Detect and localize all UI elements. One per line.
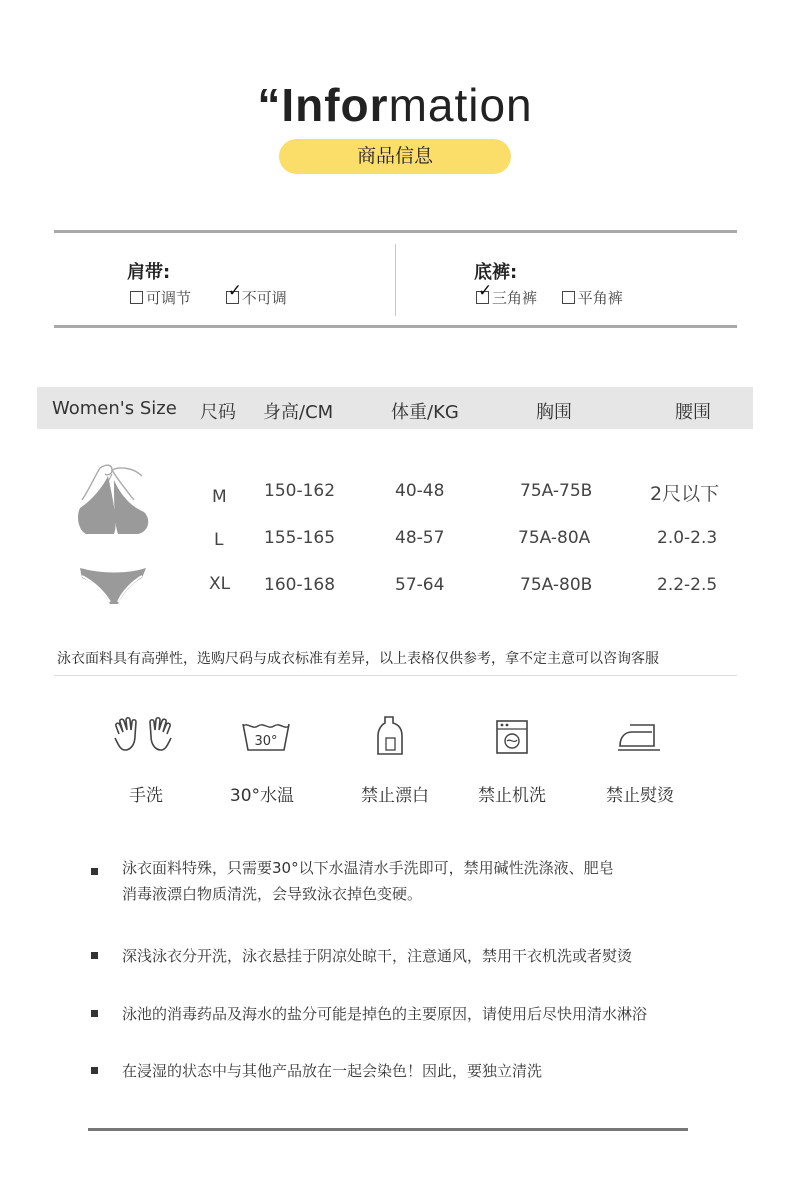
options-center-divider (395, 244, 396, 316)
checkbox-empty-icon (562, 291, 575, 304)
care-tip-1 (122, 855, 614, 907)
care-tip-2: 深浅泳衣分开洗，泳衣悬挂于阴凉处晾干，注意通风，禁用干衣机洗或者熨烫 (122, 947, 633, 965)
care-tip-1-line-2: 消毒液漂白物质清洗，会导致泳衣掉色变硬。 (122, 885, 423, 903)
row-m-size: M (212, 487, 227, 507)
bullet-icon (91, 1010, 98, 1017)
care-label-no-machine-wash: 禁止机洗 (478, 786, 546, 806)
care-tip-3: 泳池的消毒药品及海水的盐分可能是掉色的主要原因，请使用后尽快用清水淋浴 (122, 1005, 648, 1023)
footer-divider (88, 1128, 688, 1131)
note-divider (54, 675, 737, 676)
title-quote-mark: “ (257, 79, 282, 131)
row-xl-height: 160-168 (264, 575, 336, 595)
bottom-type-title: 底裤: (474, 262, 518, 283)
bullet-icon (91, 868, 98, 875)
title-light: mation (388, 79, 533, 131)
row-l-bust: 75A-80A (518, 528, 591, 548)
check-mark-icon: ✓ (227, 281, 243, 301)
row-m-height: 150-162 (264, 481, 336, 501)
wash-temp-badge: 30° (254, 734, 278, 749)
row-l-height: 155-165 (264, 528, 336, 548)
no-iron-icon (616, 720, 662, 754)
row-l-size: L (214, 530, 224, 550)
hand-wash-icon (113, 716, 173, 756)
bullet-icon (91, 1067, 98, 1074)
care-label-no-iron: 禁止熨烫 (606, 786, 674, 806)
care-tip-1-line-1: 泳衣面料特殊，只需要30°以下水温清水手洗即可，禁用碱性洗涤液、肥皂 (122, 859, 614, 877)
row-m-weight: 40-48 (395, 481, 445, 501)
bikini-illustration (72, 464, 158, 610)
option-brief: ✓ 三角裤 (478, 281, 538, 307)
bikini-top-icon (78, 465, 148, 534)
row-l-waist: 2.0-2.3 (657, 528, 718, 548)
row-xl-bust: 75A-80B (520, 575, 593, 595)
option-not-adjustable: ✓ 不可调 (227, 281, 287, 307)
header-womens-size: Women's Size (52, 398, 177, 419)
header-bust: 胸围 (536, 402, 572, 423)
wash-30-icon (240, 720, 292, 754)
page-title (0, 78, 790, 132)
subtitle-pill: 商品信息 (279, 139, 511, 174)
checkbox-checked-icon (226, 281, 243, 304)
care-tip-4: 在浸湿的状态中与其他产品放在一起会染色！因此，要独立清洗 (122, 1062, 543, 1080)
row-xl-waist: 2.2-2.5 (657, 575, 718, 595)
shoulder-strap-options (130, 281, 317, 308)
title-bold: Infor (281, 79, 389, 131)
checkbox-checked-icon (476, 281, 493, 304)
care-label-no-bleach: 禁止漂白 (361, 786, 429, 806)
no-bleach-icon (375, 714, 405, 758)
bikini-bottom-icon (80, 568, 146, 604)
bullet-icon (91, 952, 98, 959)
bottom-type-options (476, 281, 653, 308)
header-weight: 体重/KG (391, 402, 459, 423)
option-adjustable: 可调节 (130, 287, 191, 308)
care-label-hand-wash: 手洗 (129, 786, 163, 806)
row-m-bust: 75A-75B (520, 481, 593, 501)
size-note: 泳衣面料具有高弹性，选购尺码与成衣标准有差异，以上表格仅供参考，拿不定主意可以咨询客服 (57, 651, 659, 667)
shoulder-strap-title: 肩带: (127, 262, 171, 283)
no-machine-wash-icon (494, 718, 530, 756)
options-top-divider (54, 230, 737, 233)
row-m-waist: 2尺以下 (650, 483, 720, 505)
check-mark-icon: ✓ (478, 281, 493, 301)
row-xl-weight: 57-64 (395, 575, 445, 595)
care-label-water-temp: 30°水温 (229, 786, 295, 806)
checkbox-empty-icon (130, 291, 143, 304)
options-bottom-divider (54, 325, 737, 328)
header-waist: 腰围 (675, 402, 711, 423)
row-l-weight: 48-57 (395, 528, 445, 548)
header-height: 身高/CM (263, 402, 334, 423)
header-size: 尺码 (200, 402, 236, 423)
row-xl-size: XL (209, 574, 231, 594)
option-boyshort: 平角裤 (562, 287, 623, 308)
